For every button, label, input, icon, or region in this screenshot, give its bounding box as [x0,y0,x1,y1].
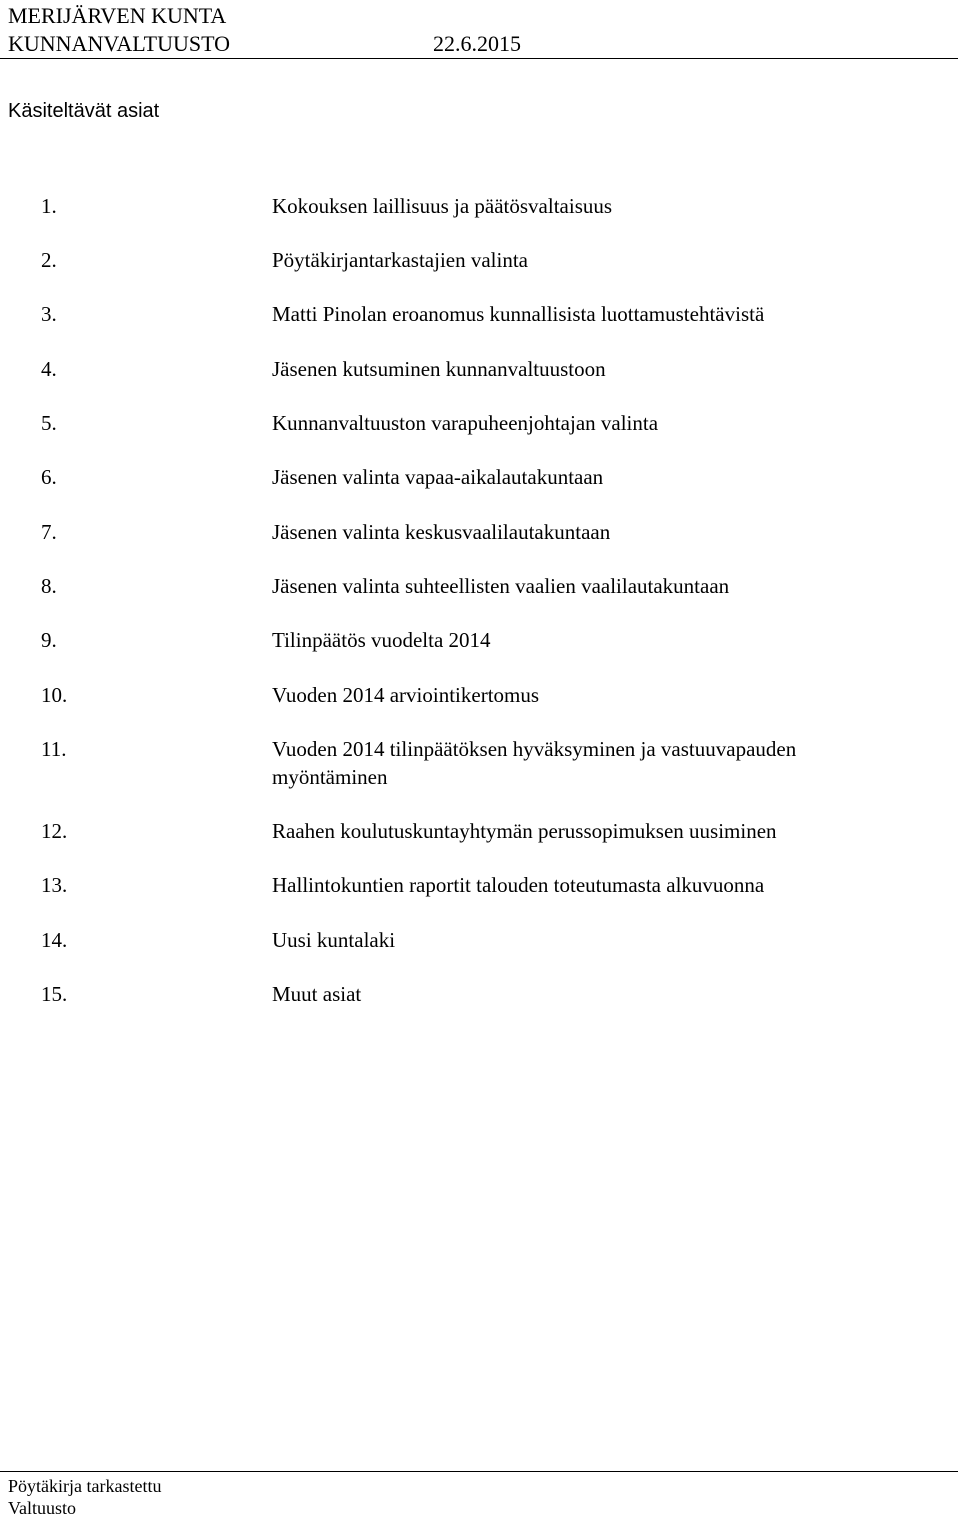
agenda-item-text: Vuoden 2014 tilinpäätöksen hyväksyminen ja vastuuvapauden myöntäminen [272,737,797,789]
agenda-item-text: Kokouksen laillisuus ja päätösvaltaisuus [272,194,613,218]
agenda-item-text: Kunnanvaltuuston varapuheenjohtajan valinta [272,411,659,435]
agenda-item-number: 7. [41,520,57,544]
agenda-item-number: 4. [41,357,57,381]
agenda-item-number: 9. [41,628,57,652]
agenda-item-text: Uusi kuntalaki [272,928,396,952]
agenda-item-number: 2. [41,248,57,272]
municipality-name: MERIJÄRVEN KUNTA [8,3,227,28]
agenda-item-number: 15. [41,982,68,1006]
agenda-item-number: 14. [41,928,68,952]
footer-divider [0,1471,958,1472]
agenda-item-text: Tilinpäätös vuodelta 2014 [272,628,491,652]
agenda-item-text: Jäsenen valinta vapaa-aikalautakuntaan [272,465,604,489]
agenda-item-number: 5. [41,411,57,435]
agenda-item-number: 11. [41,737,67,761]
agenda-item-number: 8. [41,574,57,598]
agenda-item-text: Vuoden 2014 arviointikertomus [272,683,540,707]
agenda-item-text: Matti Pinolan eroanomus kunnallisista luottamustehtävistä [272,302,765,326]
agenda-item-text: Raahen koulutuskuntayhtymän perussopimuksen uusiminen [272,819,777,843]
agenda-item-text: Hallintokuntien raportit talouden toteutumasta alkuvuonna [272,873,765,897]
footer-review-label: Pöytäkirja tarkastettu [8,1476,162,1496]
agenda-item-number: 3. [41,302,57,326]
section-title: Käsiteltävät asiat [8,100,160,122]
agenda-item-number: 1. [41,194,57,218]
footer-council-label: Valtuusto [8,1498,77,1518]
document-header [8,2,958,58]
header-body-date-line [8,30,958,58]
agenda-item-text: Jäsenen valinta suhteellisten vaalien vaalilautakuntaan [272,574,730,598]
agenda-item-number: 13. [41,873,68,897]
document-footer [8,1475,161,1519]
agenda-item-number: 6. [41,465,57,489]
agenda-item-text: Jäsenen valinta keskusvaalilautakuntaan [272,520,611,544]
meeting-date: 22.6.2015 [433,31,521,56]
agenda-item-number: 10. [41,683,68,707]
agenda-item-text: Muut asiat [272,982,362,1006]
agenda-item-number: 12. [41,819,68,843]
council-name: KUNNANVALTUUSTO [8,31,231,56]
agenda-item-text: Jäsenen kutsuminen kunnanvaltuustoon [272,357,606,381]
agenda-item-text: Pöytäkirjantarkastajien valinta [272,248,528,272]
header-divider [0,58,958,59]
